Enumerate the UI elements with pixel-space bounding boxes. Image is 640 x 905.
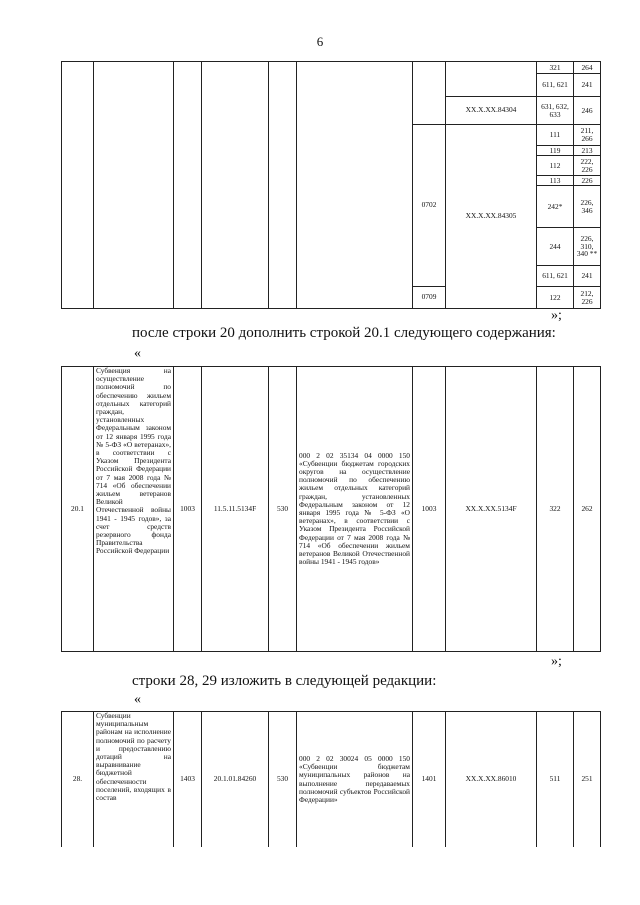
table-cell-kosgu: 212, 226 [574,287,601,309]
table-cell-vr: 631, 632, 633 [537,97,574,125]
section-0709: 0709 [413,287,446,309]
table-cell-vr: 111 [537,125,574,146]
table-cell-kosgu: 226, 346 [574,186,601,228]
table-cell-kosgu: 241 [574,266,601,287]
vr-code: 322 [537,367,574,652]
table-cell-vr: 611, 621 [537,266,574,287]
page-number: 6 [316,34,324,49]
kosgu-code: 251 [574,712,601,848]
table-cell-kosgu: 241 [574,74,601,97]
table-cell-kosgu: 226 [574,176,601,186]
target-code: 20.1.01.84260 [202,712,269,848]
instruction-text-2: строки 28, 29 изложить в следующей редакции: [132,673,437,689]
target-code: 11.5.11.5134F [202,367,269,652]
code-84305: ХХ.Х.ХХ.84305 [446,125,537,309]
section-code: 1403 [174,712,202,848]
section-code-2: 1003 [413,367,446,652]
row-name: Субвенция на осуществление полномочий по обеспечению жильем отдельных категорий граждан, установленных Федеральным законом от 12 января 1995 года № 5-ФЗ «О ветеранах», в соответствии с Указом Президента Российской Федерации от 7 мая 2008 года № 714 «Об обеспечении жильем ветеранов Великой Отечественной войны 1941 - 1945 годов», за счет средств резервного фонда Правительства Российской Федерации [94,367,174,652]
section-code: 1003 [174,367,202,652]
table-cell-vr: 242* [537,186,574,228]
row-number: 20.1 [62,367,94,652]
table-cell-vr: 113 [537,176,574,186]
opening-quote: « [134,346,141,361]
kosgu-code: 262 [574,367,601,652]
income-code-text: 000 2 02 30024 05 0000 150 «Субвенции бюджетам муниципальных районов на выполнение передаваемых полномочий субъектов Российской Федерации» [297,712,413,848]
row-number: 28. [62,712,94,848]
vr-code: 511 [537,712,574,848]
table-cell-vr: 611, 621 [537,74,574,97]
closing-quote: »; [551,308,562,323]
row-20-1-table [61,366,601,652]
target-code-2: ХХ.Х.ХХ.86010 [446,712,537,848]
table-cell-vr: 244 [537,228,574,266]
type-code: 530 [269,367,297,652]
top-table [61,61,601,309]
table-cell-vr: 321 [537,62,574,74]
table-cell-kosgu: 246 [574,97,601,125]
table-cell-kosgu: 264 [574,62,601,74]
table-cell-kosgu: 226, 310, 340 ** [574,228,601,266]
section-code-2: 1401 [413,712,446,848]
row-name: Субвенции муниципальным районам на исполнение полномочий по расчету и предоставлению дотаций на выравнивание бюджетной обеспеченности поселений, входящих в состав [94,712,174,848]
table-cell-vr: 112 [537,156,574,176]
opening-quote-2: « [134,692,141,707]
type-code: 530 [269,712,297,848]
table-cell-vr: 119 [537,146,574,156]
instruction-text: после строки 20 дополнить строкой 20.1 следующего содержания: [132,325,556,341]
closing-quote-2: »; [551,654,562,669]
income-code-text: 000 2 02 35134 04 0000 150 «Субвенции бюджетам городских округов на осуществление полномочий по обеспечению жильем отдельных категорий граждан, установленных Федеральным законом от 12 января 1995 года № 5-ФЗ «О ветеранах», в соответствии с Указом Президента Российской Федерации от 7 мая 2008 года № 714 «Об обеспечении жильем ветеранов Великой Отечественной войны 1941 - 1945 годов» [297,367,413,652]
section-0702: 0702 [413,125,446,287]
table-cell-kosgu: 213 [574,146,601,156]
table-cell-kosgu: 222, 226 [574,156,601,176]
row-28-table [61,711,601,847]
target-code-2: ХХ.Х.ХХ.5134F [446,367,537,652]
code-84304: ХХ.Х.ХХ.84304 [446,97,537,125]
table-cell-kosgu: 211, 266 [574,125,601,146]
table-cell-vr: 122 [537,287,574,309]
